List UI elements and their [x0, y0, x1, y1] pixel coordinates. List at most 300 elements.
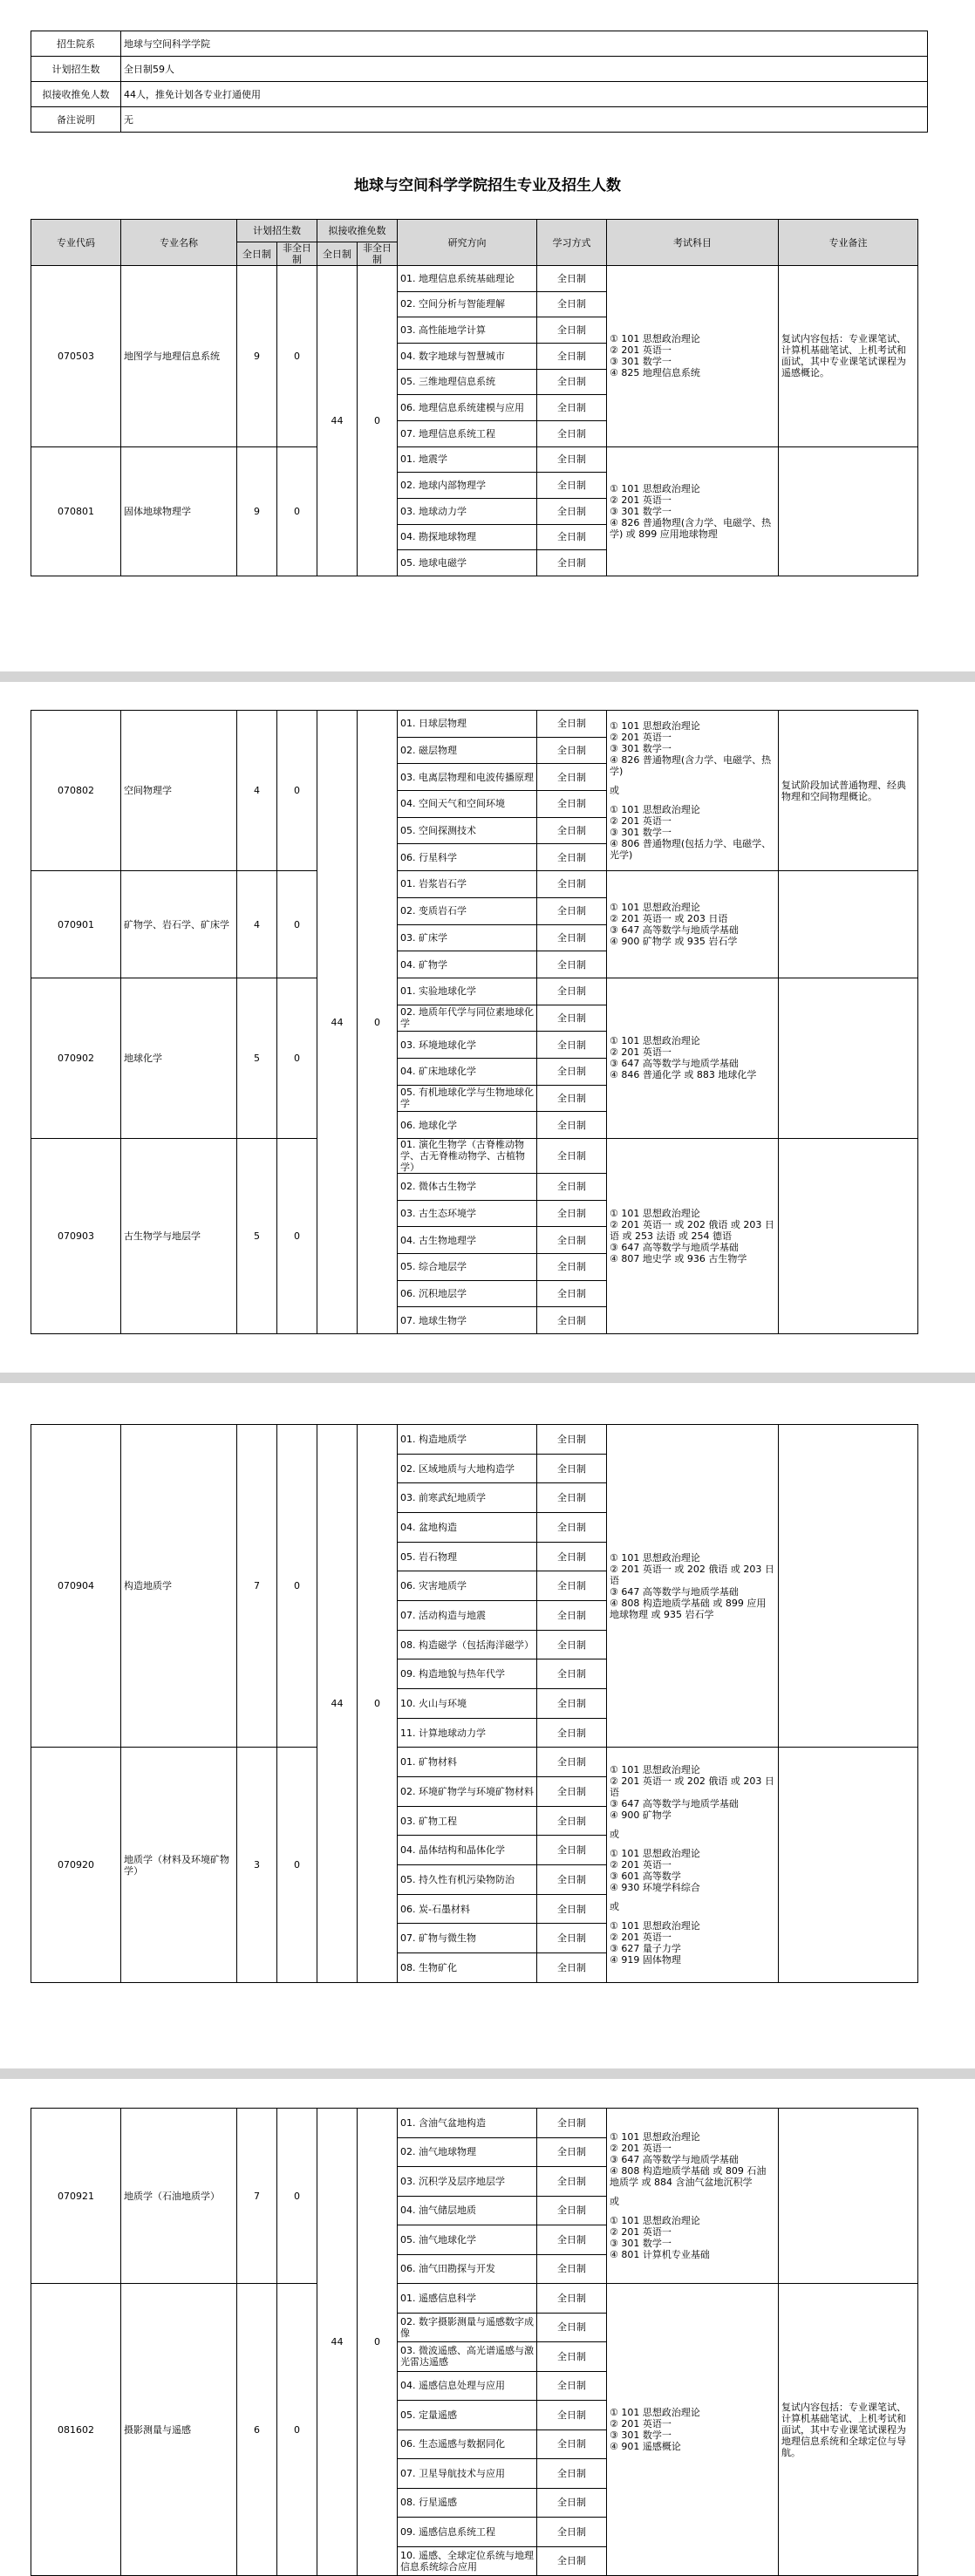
research-direction: 01. 岩浆岩石学: [398, 871, 537, 898]
study-mode: 全日制: [537, 473, 607, 499]
study-mode: 全日制: [537, 550, 607, 576]
exam-line: ① 101 思想政治理论: [610, 1035, 700, 1047]
research-direction: 04. 勘探地球物理: [398, 524, 537, 550]
study-mode: 全日制: [537, 1718, 607, 1748]
table-row: [31, 2109, 918, 2138]
study-mode: 全日制: [537, 1200, 607, 1227]
exam-line: ② 201 英语一: [610, 1046, 672, 1059]
study-mode: 全日制: [537, 2488, 607, 2518]
study-mode: 全日制: [537, 1005, 607, 1032]
study-mode: 全日制: [537, 2518, 607, 2547]
study-mode: 全日制: [537, 1254, 607, 1281]
study-mode: 全日制: [537, 1865, 607, 1895]
research-direction: 02. 地质年代学与同位素地球化学: [398, 1005, 537, 1032]
major-code: 070801: [31, 446, 121, 576]
study-mode: 全日制: [537, 1689, 607, 1719]
study-mode: 全日制: [537, 1454, 607, 1483]
study-mode: 全日制: [537, 1836, 607, 1865]
exam-line: ③ 647 高等数学与地质学基础: [610, 1242, 739, 1254]
study-mode: 全日制: [537, 395, 607, 421]
research-direction: 07. 矿物与微生物: [398, 1924, 537, 1953]
research-direction: 07. 活动构造与地震: [398, 1601, 537, 1631]
study-mode: 全日制: [537, 2342, 607, 2372]
study-mode: 全日制: [537, 1058, 607, 1085]
study-mode: 全日制: [537, 1542, 607, 1571]
study-mode: 全日制: [537, 1174, 607, 1201]
tuimian-part: 0: [358, 1425, 398, 1983]
plan-full: 7: [237, 2109, 277, 2284]
page-separator: [0, 671, 975, 682]
major-note: [779, 871, 918, 978]
exam-line: ② 201 英语一: [610, 732, 672, 744]
exam-line: 或: [610, 1901, 619, 1913]
research-direction: 05. 油气地球化学: [398, 2225, 537, 2255]
study-mode: 全日制: [537, 924, 607, 951]
study-mode: 全日制: [537, 420, 607, 446]
research-direction: 04. 空间天气和空间环境: [398, 791, 537, 818]
page-title: 地球与空间科学学院招生专业及招生人数: [354, 177, 621, 194]
research-direction: 06. 炭-石墨材料: [398, 1894, 537, 1924]
exam-line: ③ 301 数学一: [610, 743, 672, 755]
plan-part: 0: [277, 266, 317, 447]
research-direction: 03. 矿物工程: [398, 1806, 537, 1836]
research-direction: 02. 油气地球物理: [398, 2137, 537, 2167]
major-name: 矿物学、岩石学、矿床学: [121, 871, 237, 978]
study-mode: 全日制: [537, 266, 607, 292]
exam-line: ④ 900 矿物学: [610, 1809, 672, 1822]
info-key: 计划招生数: [31, 57, 121, 82]
research-direction: 03. 地球动力学: [398, 498, 537, 524]
research-direction: 06. 地理信息系统建模与应用: [398, 395, 537, 421]
exam-line: ① 101 思想政治理论: [610, 1551, 700, 1564]
exam-line: 或: [610, 2196, 619, 2207]
exam-line: 或: [610, 785, 619, 797]
study-mode: 全日制: [537, 1425, 607, 1455]
study-mode: 全日制: [537, 498, 607, 524]
study-mode: 全日制: [537, 291, 607, 317]
exam-line: ③ 647 高等数学与地质学基础: [610, 924, 739, 936]
table-row: [31, 1425, 918, 1455]
major-note: 复试内容包括：专业课笔试、计算机基础笔试、上机考试和面试，其中专业课笔试课程为遥感概论。: [779, 266, 918, 447]
study-mode: 全日制: [537, 2167, 607, 2197]
exam-subjects: [607, 1425, 779, 1748]
research-direction: 07. 地球生物学: [398, 1307, 537, 1334]
study-mode: 全日制: [537, 1659, 607, 1689]
exam-line: ④ 846 普通化学 或 883 地球化学: [610, 1069, 757, 1081]
exam-line: ④ 826 普通物理(含力学、电磁学、热学) 或 899 应用地球物理: [610, 516, 772, 540]
study-mode: 全日制: [537, 711, 607, 738]
research-direction: 05. 地球电磁学: [398, 550, 537, 576]
exam-line: ④ 825 地理信息系统: [610, 367, 700, 379]
major-name: 固体地球物理学: [121, 446, 237, 576]
research-direction: 10. 火山与环境: [398, 1689, 537, 1719]
info-row: [31, 31, 928, 57]
major-name: 构造地质学: [121, 1425, 237, 1748]
exam-line: ③ 601 高等数学: [610, 1871, 681, 1883]
study-mode: 全日制: [537, 1571, 607, 1601]
major-note: [779, 978, 918, 1138]
research-direction: 04. 数字地球与智慧城市: [398, 343, 537, 369]
exam-line: ① 101 思想政治理论: [610, 720, 700, 733]
major-note: [779, 446, 918, 576]
major-name: 地质学（石油地质学）: [121, 2109, 237, 2284]
exam-line: ③ 301 数学一: [610, 2429, 672, 2441]
research-direction: 02. 地球内部物理学: [398, 473, 537, 499]
major-note: [779, 1139, 918, 1334]
exam-subjects: [607, 266, 779, 447]
plan-full: 6: [237, 2284, 277, 2576]
header-code: 专业代码: [31, 220, 121, 266]
study-mode: 全日制: [537, 317, 607, 344]
research-direction: 06. 地球化学: [398, 1112, 537, 1139]
major-code: 081602: [31, 2284, 121, 2576]
research-direction: 03. 沉积学及层序地层学: [398, 2167, 537, 2197]
research-direction: 10. 遥感、全球定位系统与地理信息系统综合应用: [398, 2546, 537, 2576]
research-direction: 01. 含油气盆地构造: [398, 2109, 537, 2138]
study-mode: 全日制: [537, 1085, 607, 1112]
study-mode: 全日制: [537, 1894, 607, 1924]
study-mode: 全日制: [537, 2225, 607, 2255]
exam-line: ② 201 英语一: [610, 2418, 672, 2429]
exam-line: ② 201 英语一 或 202 俄语 或 203 日语: [610, 1563, 774, 1586]
plan-full: 9: [237, 446, 277, 576]
research-direction: 04. 古生物地理学: [398, 1227, 537, 1254]
research-direction: 01. 遥感信息科学: [398, 2284, 537, 2314]
plan-part: 0: [277, 1748, 317, 1982]
exam-line: ① 101 思想政治理论: [610, 482, 700, 494]
research-direction: 05. 三维地理信息系统: [398, 369, 537, 395]
tuimian-part: 0: [358, 2109, 398, 2576]
major-code: 070902: [31, 978, 121, 1138]
research-direction: 08. 构造磁学（包括海洋磁学）: [398, 1630, 537, 1659]
study-mode: 全日制: [537, 524, 607, 550]
exam-subjects: [607, 978, 779, 1138]
exam-line: ③ 301 数学一: [610, 827, 672, 839]
major-name: 摄影测量与遥感: [121, 2284, 237, 2576]
info-value: 无: [121, 107, 928, 133]
exam-subjects: [607, 1139, 779, 1334]
research-direction: 07. 地理信息系统工程: [398, 420, 537, 446]
research-direction: 02. 变质岩石学: [398, 897, 537, 924]
study-mode: 全日制: [537, 2109, 607, 2138]
tuimian-part: 0: [358, 711, 398, 1334]
info-row: [31, 57, 928, 82]
info-key: 拟接收推免人数: [31, 82, 121, 107]
study-mode: 全日制: [537, 2401, 607, 2430]
header-exam: 考试科目: [607, 220, 779, 266]
study-mode: 全日制: [537, 2313, 607, 2342]
major-code: 070802: [31, 711, 121, 871]
major-note: 复试阶段加试普通物理、经典物理和空间物理概论。: [779, 711, 918, 871]
header-mode: 学习方式: [537, 220, 607, 266]
research-direction: 05. 持久性有机污染物防治: [398, 1865, 537, 1895]
info-key: 备注说明: [31, 107, 121, 133]
info-value: 全日制59人: [121, 57, 928, 82]
research-direction: 02. 磁层物理: [398, 737, 537, 764]
plan-full: 4: [237, 711, 277, 871]
majors-table: [31, 219, 918, 576]
major-code: 070903: [31, 1139, 121, 1334]
tuimian-part: 0: [358, 266, 398, 576]
study-mode: 全日制: [537, 2284, 607, 2314]
study-mode: 全日制: [537, 791, 607, 818]
study-mode: 全日制: [537, 2196, 607, 2225]
exam-line: ③ 627 量子力学: [610, 1943, 681, 1955]
major-code: 070901: [31, 871, 121, 978]
table-row: [31, 1748, 918, 1777]
header-full: 全日制: [317, 242, 358, 266]
exam-line: ① 101 思想政治理论: [610, 2215, 700, 2226]
exam-line: ③ 301 数学一: [610, 505, 672, 517]
study-mode: 全日制: [537, 1139, 607, 1174]
exam-line: ① 101 思想政治理论: [610, 1208, 700, 1220]
research-direction: 05. 空间探测技术: [398, 817, 537, 844]
exam-line: ③ 301 数学一: [610, 356, 672, 368]
study-mode: 全日制: [537, 2429, 607, 2459]
major-name: 空间物理学: [121, 711, 237, 871]
info-row: [31, 82, 928, 107]
study-mode: 全日制: [537, 1227, 607, 1254]
major-note: [779, 1748, 918, 1982]
tuimian-full: 44: [317, 711, 358, 1334]
exam-line: ④ 826 普通物理(含力学、电磁学、热学): [610, 754, 772, 778]
exam-line: ④ 919 固体物理: [610, 1954, 681, 1966]
exam-line: ② 201 英语一: [610, 2143, 672, 2154]
exam-line: ③ 301 数学一: [610, 2238, 672, 2249]
exam-line: ④ 808 构造地质学基础 或 899 应用地球物理 或 935 岩石学: [610, 1597, 767, 1620]
exam-line: ② 201 英语一: [610, 815, 672, 828]
exam-line: ① 101 思想政治理论: [610, 902, 700, 913]
info-key: 招生院系: [31, 31, 121, 57]
research-direction: 05. 定量遥感: [398, 2401, 537, 2430]
study-mode: 全日制: [537, 446, 607, 473]
table-row: [31, 871, 918, 898]
exam-line: ④ 806 普通物理(包括力学、电磁学、光学): [610, 838, 772, 862]
info-value: 44人，推免计划各专业打通使用: [121, 82, 928, 107]
tuimian-full: 44: [317, 2109, 358, 2576]
exam-line: ③ 647 高等数学与地质学基础: [610, 1585, 739, 1598]
table-row: [31, 711, 918, 738]
exam-line: ① 101 思想政治理论: [610, 1920, 700, 1932]
study-mode: 全日制: [537, 1280, 607, 1307]
research-direction: 01. 地震学: [398, 446, 537, 473]
major-code: 070921: [31, 2109, 121, 2284]
study-mode: 全日制: [537, 2254, 607, 2284]
exam-line: ④ 808 构造地质学基础 或 809 石油地质学 或 884 含油气盆地沉积学: [610, 2165, 767, 2188]
research-direction: 04. 盆地构造: [398, 1513, 537, 1543]
major-name: 地图学与地理信息系统: [121, 266, 237, 447]
research-direction: 01. 矿物材料: [398, 1748, 537, 1777]
research-direction: 05. 岩石物理: [398, 1542, 537, 1571]
major-name: 地质学（材料及环境矿物学）: [121, 1748, 237, 1982]
research-direction: 01. 日球层物理: [398, 711, 537, 738]
exam-line: ④ 807 地史学 或 936 古生物学: [610, 1253, 747, 1265]
exam-line: ③ 647 高等数学与地质学基础: [610, 1058, 739, 1070]
research-direction: 01. 实验地球化学: [398, 978, 537, 1005]
study-mode: 全日制: [537, 844, 607, 871]
exam-line: ② 201 英语一 或 202 俄语 或 203 日语: [610, 1775, 774, 1799]
study-mode: 全日制: [537, 764, 607, 791]
study-mode: 全日制: [537, 1483, 607, 1513]
study-mode: 全日制: [537, 737, 607, 764]
plan-full: 4: [237, 871, 277, 978]
major-code: 070503: [31, 266, 121, 447]
research-direction: 03. 矿床学: [398, 924, 537, 951]
research-direction: 02. 区域地质与大地构造学: [398, 1454, 537, 1483]
research-direction: 06. 生态遥感与数据同化: [398, 2429, 537, 2459]
research-direction: 01. 地理信息系统基础理论: [398, 266, 537, 292]
major-code: 070904: [31, 1425, 121, 1748]
exam-line: ② 201 英语一 或 202 俄语 或 203 日语 或 253 法语 或 254 德语: [610, 1219, 774, 1243]
header-plan: 计划招生数: [237, 220, 317, 242]
plan-part: 0: [277, 871, 317, 978]
research-direction: 03. 环境地球化学: [398, 1032, 537, 1059]
exam-line: ④ 900 矿物学 或 935 岩石学: [610, 936, 738, 947]
research-direction: 04. 矿物学: [398, 951, 537, 978]
research-direction: 07. 卫星导航技术与应用: [398, 2459, 537, 2489]
table-row: [31, 266, 918, 292]
info-row: [31, 107, 928, 133]
study-mode: 全日制: [537, 871, 607, 898]
majors-table: [31, 1424, 918, 1983]
plan-part: 0: [277, 711, 317, 871]
research-direction: 06. 油气田勘探与开发: [398, 2254, 537, 2284]
plan-part: 0: [277, 2284, 317, 2576]
exam-line: ① 101 思想政治理论: [610, 333, 700, 345]
research-direction: 08. 行星遥感: [398, 2488, 537, 2518]
plan-full: 7: [237, 1425, 277, 1748]
study-mode: 全日制: [537, 369, 607, 395]
study-mode: 全日制: [537, 1630, 607, 1659]
exam-line: ④ 801 计算机专业基础: [610, 2249, 710, 2260]
major-code: 070920: [31, 1748, 121, 1982]
major-note: 复试内容包括：专业课笔试、计算机基础笔试、上机考试和面试，其中专业课笔试课程为地理信息系统和全球定位与导航。: [779, 2284, 918, 2576]
study-mode: 全日制: [537, 343, 607, 369]
exam-line: ② 201 英语一 或 203 日语: [610, 913, 728, 924]
research-direction: 08. 生物矿化: [398, 1953, 537, 1983]
exam-subjects: [607, 711, 779, 871]
exam-subjects: [607, 446, 779, 576]
research-direction: 03. 前寒武纪地质学: [398, 1483, 537, 1513]
research-direction: 11. 计算地球动力学: [398, 1718, 537, 1748]
exam-line: ① 101 思想政治理论: [610, 1848, 700, 1860]
research-direction: 03. 微波遥感、高光谱遥感与激光雷达遥感: [398, 2342, 537, 2372]
header-note: 专业备注: [779, 220, 918, 266]
exam-line: ④ 901 遥感概论: [610, 2441, 681, 2452]
table-row: [31, 978, 918, 1005]
major-name: 古生物学与地层学: [121, 1139, 237, 1334]
plan-part: 0: [277, 978, 317, 1138]
exam-line: ② 201 英语一: [610, 344, 672, 357]
study-mode: 全日制: [537, 1953, 607, 1983]
research-direction: 04. 油气储层地质: [398, 2196, 537, 2225]
major-name: 地球化学: [121, 978, 237, 1138]
page-separator: [0, 1373, 975, 1383]
study-mode: 全日制: [537, 1777, 607, 1807]
major-note: [779, 1425, 918, 1748]
study-mode: 全日制: [537, 1513, 607, 1543]
header-tuimian: 拟接收推免数: [317, 220, 398, 242]
plan-full: 5: [237, 1139, 277, 1334]
page-separator: [0, 2068, 975, 2079]
research-direction: 04. 晶体结构和晶体化学: [398, 1836, 537, 1865]
research-direction: 02. 微体古生物学: [398, 1174, 537, 1201]
research-direction: 09. 遥感信息系统工程: [398, 2518, 537, 2547]
research-direction: 06. 沉积地层学: [398, 1280, 537, 1307]
study-mode: 全日制: [537, 978, 607, 1005]
study-mode: 全日制: [537, 1307, 607, 1334]
study-mode: 全日制: [537, 1748, 607, 1777]
exam-subjects: [607, 2284, 779, 2576]
info-table: [31, 31, 928, 133]
research-direction: 05. 有机地球化学与生物地球化学: [398, 1085, 537, 1112]
exam-line: ① 101 思想政治理论: [610, 1764, 700, 1776]
research-direction: 09. 构造地貌与热年代学: [398, 1659, 537, 1689]
research-direction: 02. 数字摄影测量与遥感数字成像: [398, 2313, 537, 2342]
header-row: [31, 220, 918, 242]
exam-subjects: [607, 2109, 779, 2284]
study-mode: 全日制: [537, 897, 607, 924]
table-row: [31, 446, 918, 473]
research-direction: 02. 空间分析与智能理解: [398, 291, 537, 317]
tuimian-full: 44: [317, 1425, 358, 1983]
header-full: 全日制: [237, 242, 277, 266]
research-direction: 04. 矿床地球化学: [398, 1058, 537, 1085]
majors-table: [31, 2108, 918, 2576]
exam-line: ③ 647 高等数学与地质学基础: [610, 1798, 739, 1810]
study-mode: 全日制: [537, 1924, 607, 1953]
header-part: 非全日制: [277, 242, 317, 266]
tuimian-full: 44: [317, 266, 358, 576]
plan-full: 9: [237, 266, 277, 447]
table-row: [31, 1139, 918, 1174]
header-name: 专业名称: [121, 220, 237, 266]
research-direction: 03. 高性能地学计算: [398, 317, 537, 344]
header-part: 非全日制: [358, 242, 398, 266]
study-mode: 全日制: [537, 2371, 607, 2401]
plan-full: 5: [237, 978, 277, 1138]
major-note: [779, 2109, 918, 2284]
exam-line: ② 201 英语一: [610, 1932, 672, 1944]
plan-part: 0: [277, 446, 317, 576]
plan-part: 0: [277, 1139, 317, 1334]
exam-line: ① 101 思想政治理论: [610, 804, 700, 816]
study-mode: 全日制: [537, 2459, 607, 2489]
study-mode: 全日制: [537, 1601, 607, 1631]
header-direction: 研究方向: [398, 220, 537, 266]
majors-table: [31, 710, 918, 1334]
plan-part: 0: [277, 2109, 317, 2284]
research-direction: 06. 行星科学: [398, 844, 537, 871]
research-direction: 01. 演化生物学（古脊椎动物学、古无脊椎动物学、古植物学）: [398, 1139, 537, 1174]
exam-line: ① 101 思想政治理论: [610, 2131, 700, 2143]
info-value: 地球与空间科学学院: [121, 31, 928, 57]
research-direction: 02. 环境矿物学与环境矿物材料: [398, 1777, 537, 1807]
study-mode: 全日制: [537, 1032, 607, 1059]
research-direction: 06. 灾害地质学: [398, 1571, 537, 1601]
exam-line: ② 201 英语一: [610, 1859, 672, 1871]
exam-subjects: [607, 1748, 779, 1982]
study-mode: 全日制: [537, 1806, 607, 1836]
exam-line: ② 201 英语一: [610, 494, 672, 506]
study-mode: 全日制: [537, 2546, 607, 2576]
study-mode: 全日制: [537, 951, 607, 978]
table-row: [31, 2284, 918, 2314]
research-direction: 01. 构造地质学: [398, 1425, 537, 1455]
study-mode: 全日制: [537, 817, 607, 844]
research-direction: 03. 古生态环境学: [398, 1200, 537, 1227]
plan-part: 0: [277, 1425, 317, 1748]
